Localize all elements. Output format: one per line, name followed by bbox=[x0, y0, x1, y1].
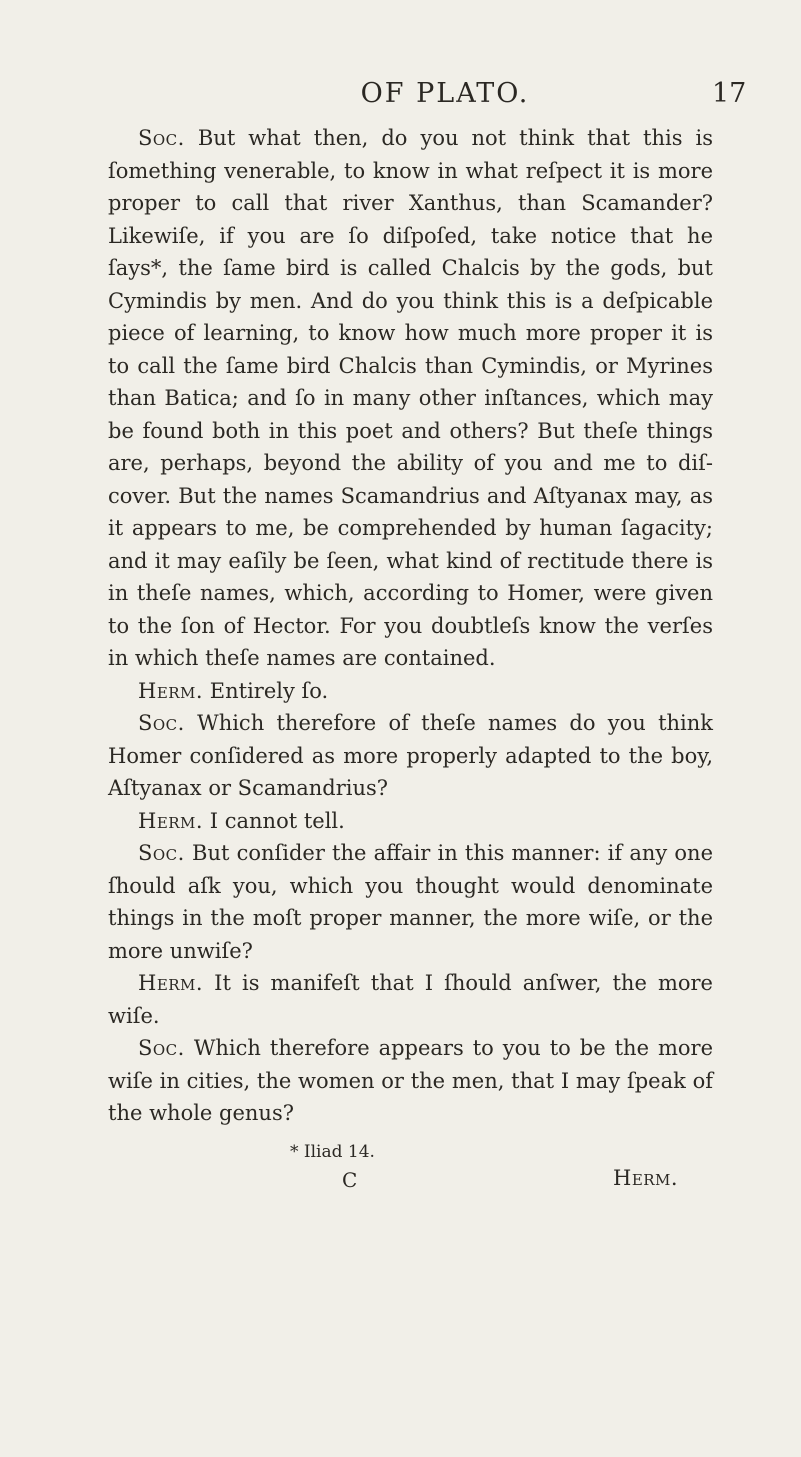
catchword: Herm. bbox=[613, 1166, 679, 1190]
signature-mark: C bbox=[342, 1168, 358, 1192]
speaker-label: Herm. bbox=[138, 678, 204, 703]
paragraph-text: I cannot tell. bbox=[209, 808, 345, 833]
paragraph-text: But conſider the affair in this manner: if any one ſhould aſk you, which you thought would denominate things in the moſt proper manner, the more wiſe, or the more unwiſe? bbox=[108, 841, 713, 963]
paragraph-text: But what then, do you not think that this is ſomething venerable, to know in what reſpect it is more proper to call that river Xanthus, than Scamander? Likewiſe, if you are ſo diſpoſed, take notice that he ſays*, the ſame bird is called Chalcis by the gods, but Cymindis by men. And do you think this is a deſpicable piece of learning, to know how much more proper it is to call the ſame bird Chalcis than Cymindis, or Myrines than Batica; and ſo in many other inſtances, which may be found both in this poet and others? But theſe things are, perhaps, beyond the ability of you and me to diſ-cover. But the names Scamandrius and Aſtyanax may, as it appears to me, be comprehended by human ſagacity; and it may eaſily be ſeen, what kind of rectitude there is in theſe names, which, according to Homer, were given to the ſon of Hector. For you doubtleſs know the verſes in which theſe names are contained. bbox=[108, 126, 713, 670]
running-title: OF PLATO. bbox=[360, 78, 530, 109]
paragraph bbox=[108, 967, 713, 1032]
paragraph bbox=[108, 805, 713, 838]
page-header bbox=[0, 78, 801, 118]
paragraph-text: It is manifeſt that I ſhould anſwer, the more wiſe. bbox=[108, 971, 713, 1028]
paragraph bbox=[108, 675, 713, 708]
page-number: 17 bbox=[712, 78, 747, 109]
paragraph-text: Which therefore appears to you to be the more wiſe in cities, the women or the men, that I may ſpeak of the whole genus? bbox=[108, 1036, 713, 1125]
speaker-label: Soc. bbox=[138, 841, 185, 865]
speaker-label: Herm. bbox=[138, 808, 204, 833]
paragraph bbox=[108, 122, 713, 675]
paragraph bbox=[108, 1032, 713, 1130]
paragraph bbox=[108, 837, 713, 967]
footnote: * Iliad 14. bbox=[290, 1142, 375, 1162]
speaker-label: Herm. bbox=[138, 971, 204, 995]
speaker-label: Soc. bbox=[138, 711, 185, 735]
body-text bbox=[108, 122, 713, 1130]
speaker-label: Soc. bbox=[138, 126, 185, 150]
paragraph bbox=[108, 707, 713, 805]
speaker-label: Soc. bbox=[138, 1036, 185, 1060]
paragraph-text: Which therefore of theſe names do you think Homer conſidered as more properly adapted to the boy, Aſtyanax or Scamandrius? bbox=[108, 711, 713, 800]
paragraph-text: Entirely ſo. bbox=[209, 678, 329, 703]
